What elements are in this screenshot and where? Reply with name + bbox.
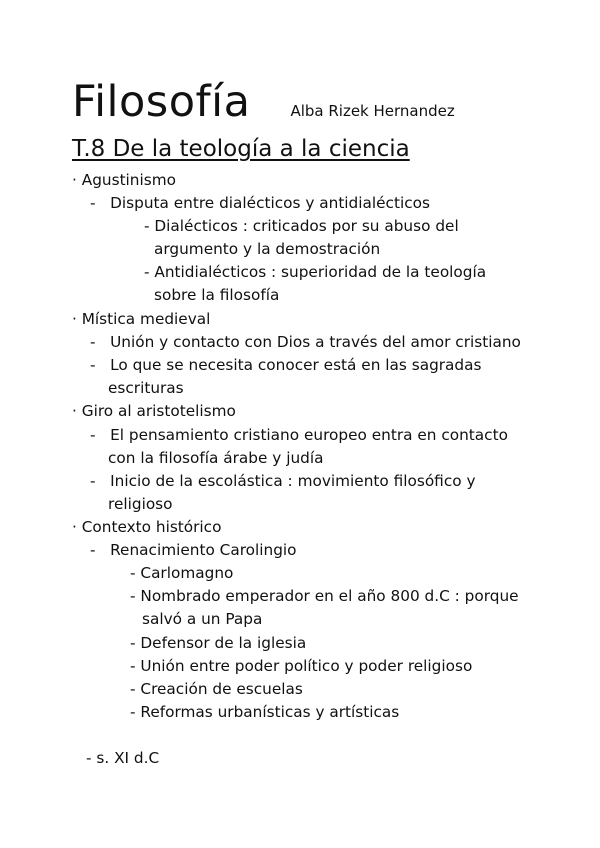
list-item: - Dialécticos : criticados por su abuso del (144, 217, 459, 235)
list-item: · Giro al aristotelismo (72, 402, 236, 420)
list-item: con la filosofía árabe y judía (108, 449, 324, 467)
list-item: · Agustinismo (72, 171, 176, 189)
list-item: - Nombrado emperador en el año 800 d.C : porque (130, 587, 519, 605)
list-item: · Contexto histórico (72, 518, 222, 536)
author-name: Alba Rizek Hernandez (290, 102, 455, 120)
list-item: - Unión y contacto con Dios a través del amor cristiano (90, 333, 521, 351)
list-item: - Reformas urbanísticas y artísticas (130, 703, 400, 721)
list-item: - Creación de escuelas (130, 680, 303, 698)
list-item: salvó a un Papa (142, 610, 263, 628)
list-item: - Renacimiento Carolingio (90, 541, 297, 559)
list-item: - Disputa entre dialécticos y antidialécticos (90, 194, 430, 212)
section-title: T.8 De la teología a la ciencia (72, 136, 410, 162)
list-item: sobre la filosofía (154, 286, 280, 304)
document-header (72, 74, 455, 130)
list-item: · Mística medieval (72, 310, 211, 328)
list-item: - El pensamiento cristiano europeo entra en contacto (90, 426, 508, 444)
list-item: - Lo que se necesita conocer está en las sagradas (90, 356, 482, 374)
list-item: - Inicio de la escolástica : movimiento filosófico y (90, 472, 476, 490)
list-item: - Unión entre poder político y poder religioso (130, 657, 473, 675)
list-item: argumento y la demostración (154, 240, 381, 258)
list-item: - Defensor de la iglesia (130, 634, 307, 652)
list-item: - Antidialécticos : superioridad de la teología (144, 263, 487, 281)
list-item: - s. XI d.C (86, 749, 160, 767)
page-title: Filosofía (72, 77, 251, 127)
list-item: escrituras (108, 379, 184, 397)
list-item: - Carlomagno (130, 564, 234, 582)
list-item: religioso (108, 495, 173, 513)
